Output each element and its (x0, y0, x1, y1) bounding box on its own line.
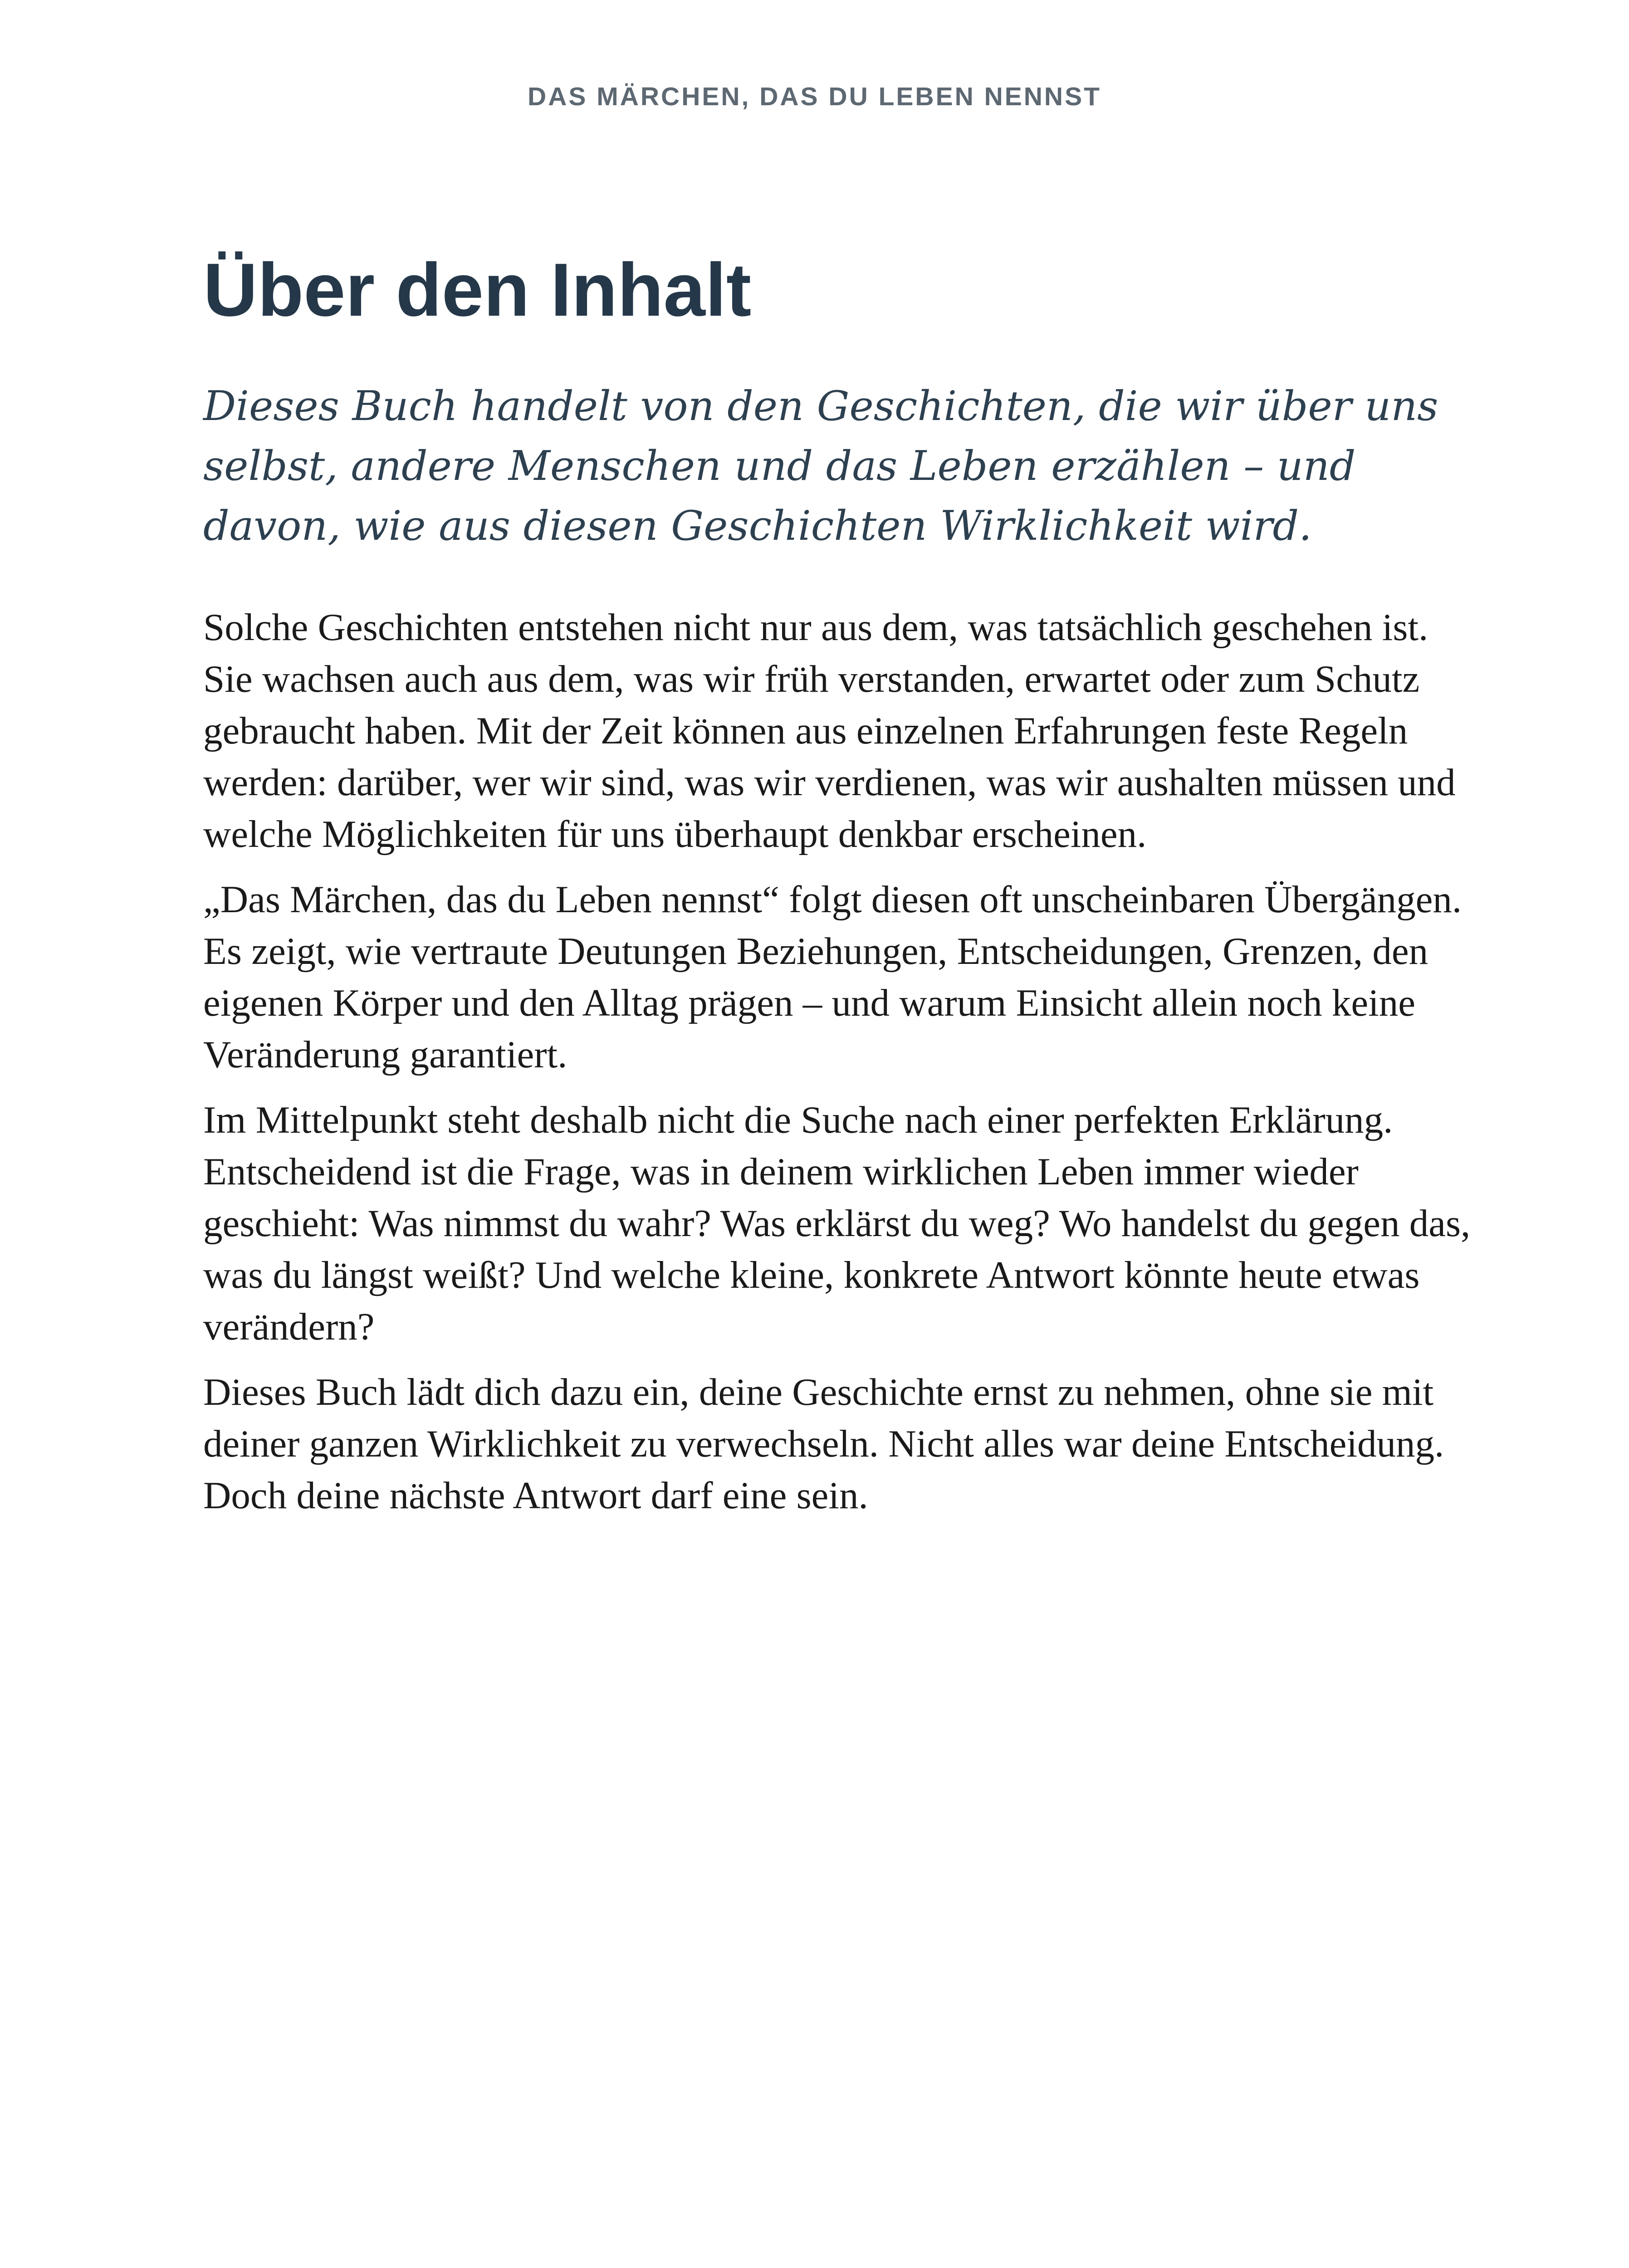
page-content (203, 245, 1487, 1535)
body-text (203, 601, 1487, 1521)
section-title: Über den Inhalt (203, 248, 752, 332)
body-paragraph-2: „Das Märchen, das du Leben nennst“ folgt diesen oft unscheinbaren Übergängen. Es zeigt, wie vertraute Deutungen Beziehungen, Entscheidungen, Grenzen, den eigenen Körper und den Alltag prägen – und warum Einsicht allein noch keine Veränderung garantiert. (203, 878, 1462, 1076)
body-paragraph-3: Im Mittelpunkt steht deshalb nicht die Suche nach einer perfekten Erklärung. Entscheidend ist die Frage, was in deinem wirklichen Leben immer wieder geschieht: Was nimmst du wahr? Was erklärst du weg? Wo handelst du gegen das, was du längst weißt? Und welche kleine, konkrete Antwort könnte heute etwas verändern? (203, 1099, 1471, 1348)
body-paragraph-1: Solche Geschichten entstehen nicht nur aus dem, was tatsächlich geschehen ist. Sie wachsen auch aus dem, was wir früh verstanden, erwartet oder zum Schutz gebraucht haben. Mit der Zeit können aus einzelnen Erfahrungen feste Regeln werden: darüber, wer wir sind, was wir verdienen, was wir aushalten müssen und welche Möglichkeiten für uns überhaupt denkbar erscheinen. (203, 606, 1456, 855)
lead-paragraph: Dieses Buch handelt von den Geschichten, die wir über uns selbst, andere Menschen und das Leben erzählen – und davon, wie aus diesen Geschichten Wirklichkeit wird. (203, 382, 1438, 550)
body-paragraph-4: Dieses Buch lädt dich dazu ein, deine Geschichte ernst zu nehmen, ohne sie mit deiner ganzen Wirklichkeit zu verwechseln. Nicht alles war deine Entscheidung. Doch deine nächste Antwort darf eine sein. (203, 1371, 1444, 1517)
running-header: DAS MÄRCHEN, DAS DU LEBEN NENNST (528, 82, 1101, 111)
